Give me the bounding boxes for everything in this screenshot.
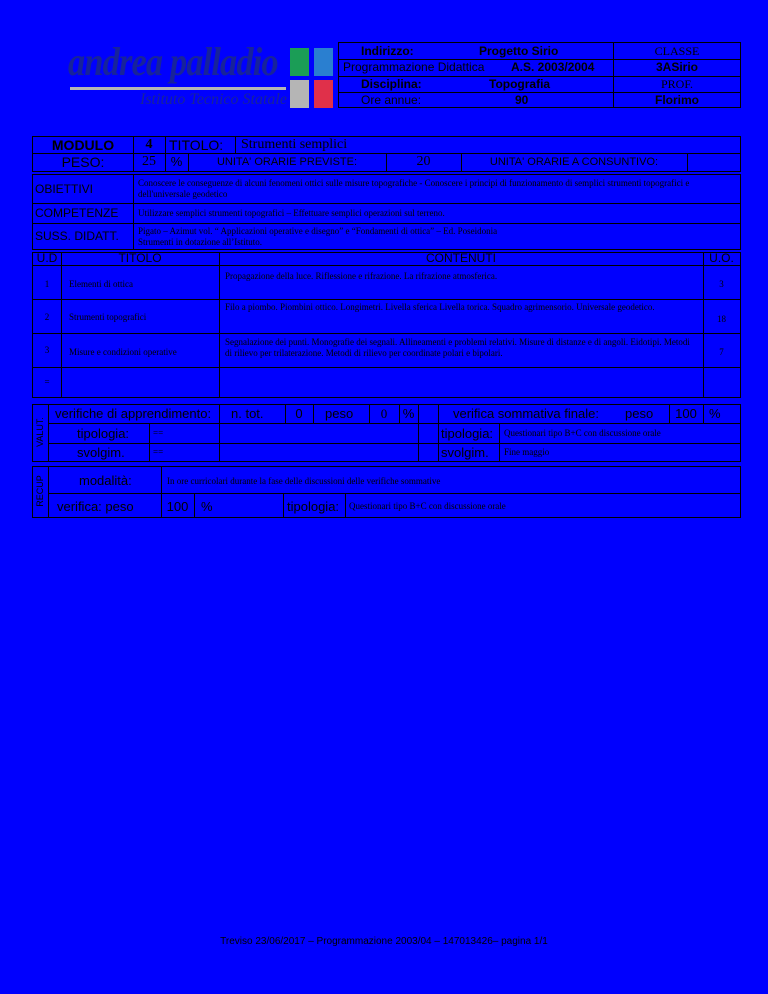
ore-value: 90 (515, 93, 529, 107)
svolgim-value: == (153, 447, 164, 457)
modulo-label: MODULO (51, 137, 115, 153)
verifica-value: 100 (166, 499, 189, 514)
titolo-label: TITOLO: (169, 137, 224, 153)
disciplina-label: Disciplina: (361, 77, 422, 91)
sommativa-tipologia-label: tipologia: (441, 426, 494, 441)
col-header-contenuti: CONTENUTI (426, 251, 496, 265)
peso-value: 0 (380, 406, 388, 421)
row-titolo: Elementi di ottica (69, 279, 133, 289)
valut-side-label: VALUT. (35, 417, 45, 447)
prof-label: PROF. (660, 77, 694, 91)
modulo-number: 4 (145, 137, 153, 152)
page-footer: Treviso 23/06/2017 – Programmazione 2003/04 – 147013426– pagina 1/1 (220, 936, 548, 947)
verifica-percent: % (201, 499, 213, 514)
verifica-label: verifica: peso (57, 499, 134, 514)
sommativa-svolgim-value: Fine maggio (504, 447, 550, 457)
sommativa-svolgim-label: svolgim. (441, 445, 489, 460)
col-header-titolo: TITOLO (118, 251, 162, 265)
ore-previste-value: 20 (416, 154, 431, 169)
ore-previste-label: UNITA' ORARIE PREVISTE: (216, 156, 358, 168)
logo-square-blue (314, 48, 333, 76)
sommativa-peso-value: 100 (675, 406, 697, 421)
logo-subtitle: Istituto Tecnico Statale (140, 91, 287, 108)
peso-percent: % (170, 154, 183, 169)
recup-side-label: RECUP (35, 475, 45, 507)
svolgim-label: svolgim. (77, 445, 125, 460)
sussidi-line-2: Strumenti in dotazione all’Istituto. (138, 237, 262, 247)
logo-square-gray (290, 80, 309, 108)
titolo-value: Strumenti semplici (241, 137, 348, 152)
disciplina-value: Topografia (489, 77, 551, 91)
verifiche-label: verifiche di apprendimento: (55, 406, 212, 421)
col-header-uo: U.O. (709, 251, 734, 265)
competenze-label: COMPETENZE (35, 206, 119, 220)
modalita-label: modalità: (79, 473, 132, 488)
logo-name: andrea palladio (68, 39, 278, 84)
competenze-text: Utilizzare semplici strumenti topografici – Effettuare semplici operazioni sul terreno. (138, 208, 445, 218)
anno-scolastico: A.S. 2003/2004 (511, 60, 595, 74)
row-contenuti: Filo a piombo. Piombini ottico. Longimetri. Livella sferica Livella torica. Squadro agrimensorio. Universale geodetico. (225, 302, 655, 312)
row-uo: 7 (719, 347, 724, 357)
programmazione-label: Programmazione Didattica (343, 60, 485, 74)
logo-square-green (290, 48, 309, 76)
row-ud: 3 (44, 345, 50, 355)
obiettivi-text: Conoscere le conseguenze di alcuni fenomeni ottici sulle misure topografiche - Conoscere i principi di funzionamento di semplici strumenti topografici e dell'universale geodetico (138, 178, 690, 199)
row-ud: = (44, 377, 50, 387)
sommativa-peso-label: peso (625, 406, 654, 421)
obiettivi-label: OBIETTIVI (35, 182, 94, 196)
recupero-tipologia-label: tipologia: (287, 499, 340, 514)
row-uo: 18 (717, 314, 726, 324)
peso-value: 25 (142, 154, 156, 169)
modalita-value: In ore curricolari durante la fase delle discussioni delle verifiche sommative (167, 476, 441, 486)
ore-label: Ore annue: (361, 93, 422, 107)
recupero-tipologia-value: Questionari tipo B+C con discussione orale (349, 501, 506, 511)
col-header-ud: U.D (36, 251, 58, 265)
indirizzo-value: Progetto Sirio (479, 44, 559, 58)
row-ud: 2 (44, 312, 50, 322)
peso-label: PESO: (61, 154, 105, 170)
row-contenuti: Propagazione della luce. Riflessione e rifrazione. La rifrazione atmosferica. (225, 271, 498, 281)
school-logo (68, 39, 338, 110)
classe-value: 3ASirio (655, 60, 698, 74)
sussidi-label: SUSS. DIDATT. (35, 229, 119, 243)
classe-label: CLASSE (654, 44, 700, 58)
peso-label: peso (325, 406, 354, 421)
indirizzo-label: Indirizzo: (361, 44, 414, 58)
valutazione-box (32, 404, 741, 462)
tipologia-label: tipologia: (77, 426, 130, 441)
modulo-box (32, 136, 741, 172)
row-contenuti: Segnalazione dei punti. Monografie dei segnali. Allineamenti e problemi relativi. Misure di distanze e di angoli. Eidotipi. Metodi di rilievo per trilaterazione. Metodi di rilievo per coordinate polari e bipolari. (225, 337, 690, 358)
sussidi-line-1: Pigato – Azimut vol. “ Applicazioni operative e disegno” e “Fondamenti di ottica” – Ed. Poseidonia (138, 226, 498, 236)
peso-percent: % (402, 406, 415, 421)
row-titolo: Misure e condizioni operative (69, 347, 177, 357)
row-titolo: Strumenti topografici (69, 312, 147, 322)
logo-square-red (314, 80, 333, 108)
row-ud: 1 (44, 279, 50, 289)
ore-consuntivo-value[interactable] (688, 154, 740, 171)
sommativa-label: verifica sommativa finale: (453, 406, 599, 421)
sommativa-percent: % (709, 406, 721, 421)
logo-rule (70, 87, 286, 90)
header-box (338, 42, 741, 108)
units-table (32, 252, 741, 398)
info-box (32, 174, 741, 250)
row-uo: 3 (719, 279, 724, 289)
prof-value: Florimo (655, 93, 699, 107)
ntot-value: 0 (295, 406, 303, 421)
recupero-box (32, 466, 741, 518)
tipologia-value: == (153, 428, 164, 438)
sommativa-tipologia-value: Questionari tipo B+C con discussione orale (504, 428, 661, 438)
ntot-label: n. tot. (231, 406, 264, 421)
ore-consuntivo-label: UNITA' ORARIE A CONSUNTIVO: (489, 156, 659, 168)
